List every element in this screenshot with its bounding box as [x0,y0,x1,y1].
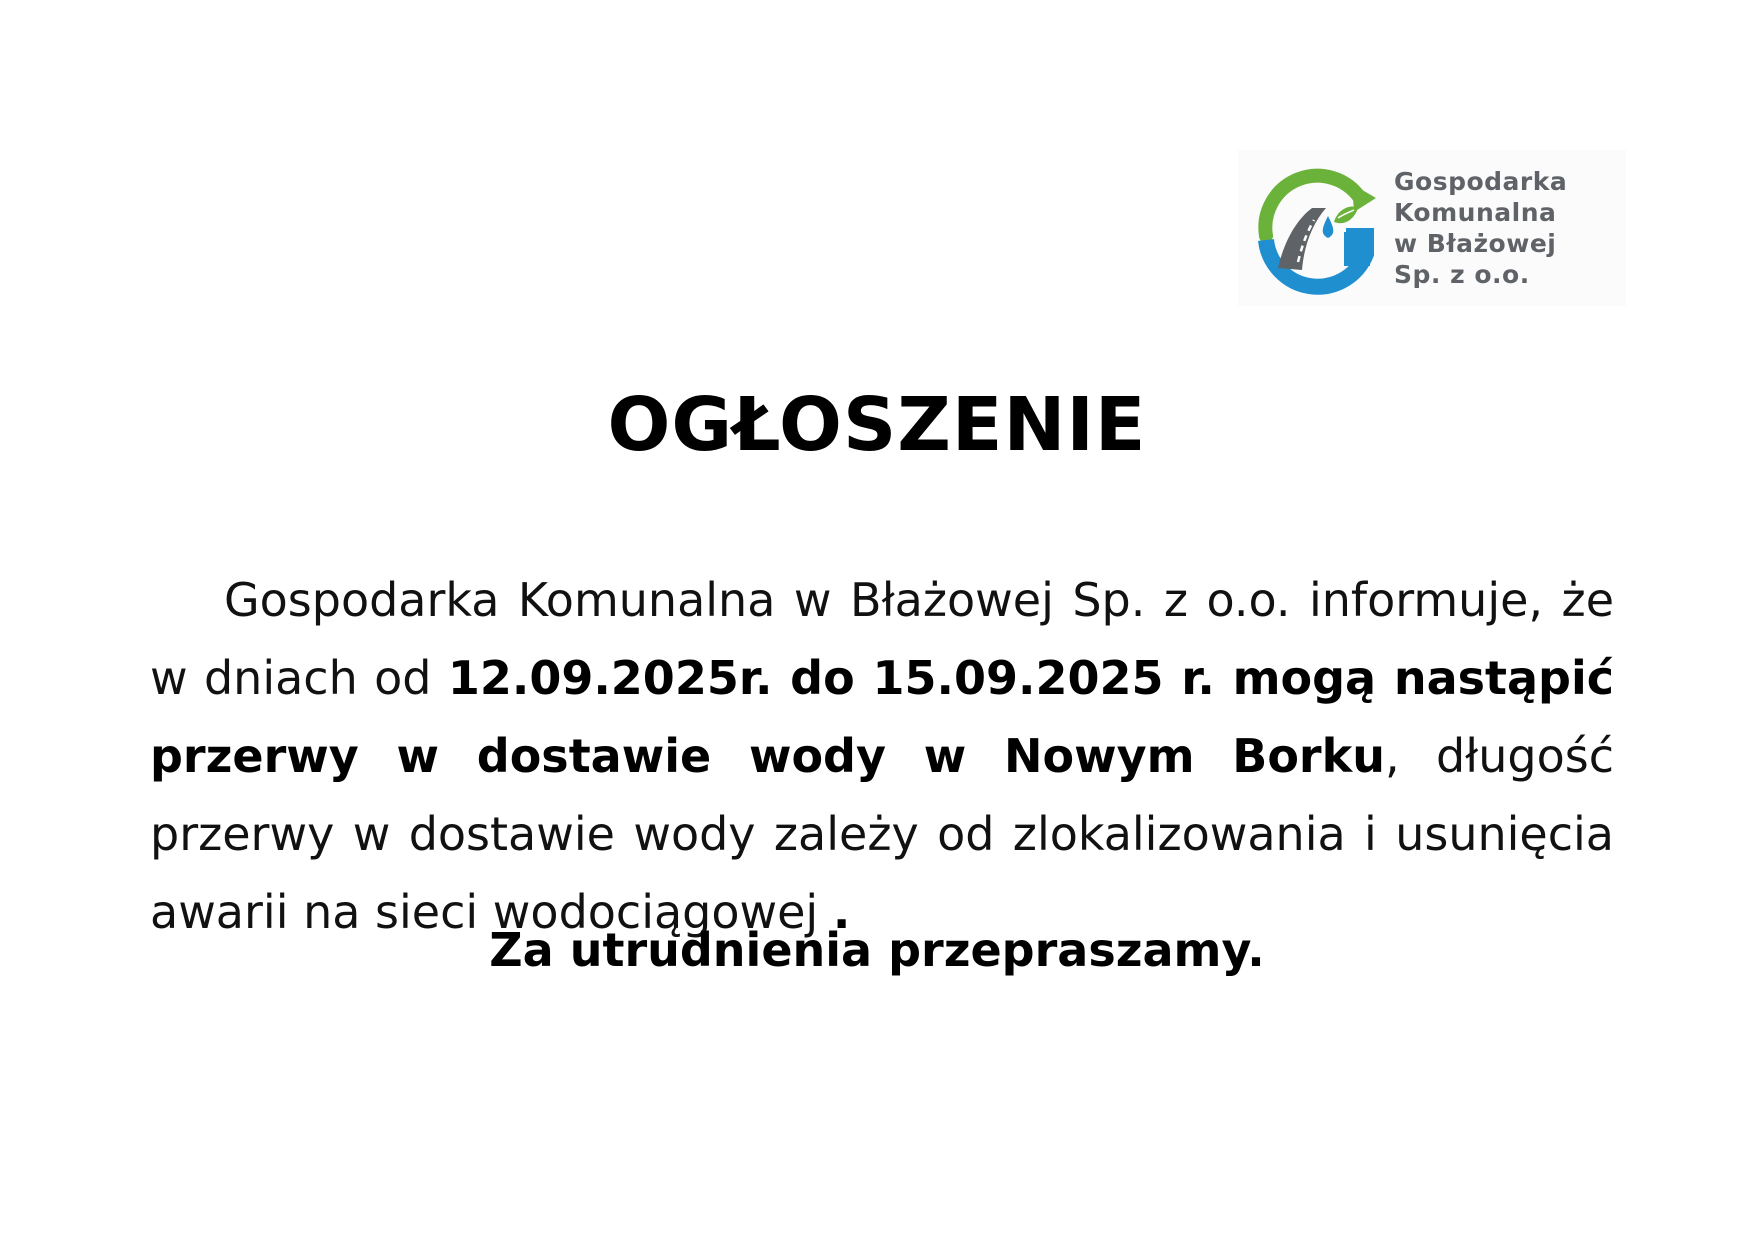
notice-body-intro: Gospodarka Komunalna w Błażowej Sp. z o.o. informuje, że w dniach od [150,573,1614,705]
notice-body-period: . [832,885,851,939]
notice-body [150,561,1614,951]
company-logo-text [1394,166,1567,290]
logo-line-4: Sp. z o.o. [1394,260,1530,289]
notice-dates-highlight: 12.09.2025r. do 15.09.2025 r. mogą nastąpić przerwy w dostawie wody w Nowym Borku [150,651,1614,783]
gk-blazowa-logo-icon [1248,158,1388,298]
logo-line-2: Komunalna [1394,198,1557,227]
company-logo [1238,150,1626,306]
logo-line-3: w Błażowej [1394,229,1557,258]
notice-title: OGŁOSZENIE [607,382,1147,468]
logo-line-1: Gospodarka [1394,167,1568,196]
notice-body-continuation: , długość przerwy w dostawie wody zależy od zlokalizowania i usunięcia awarii na sieci wodociągowej [150,729,1614,939]
apology-text: Za utrudnienia przepraszamy. [489,923,1265,977]
